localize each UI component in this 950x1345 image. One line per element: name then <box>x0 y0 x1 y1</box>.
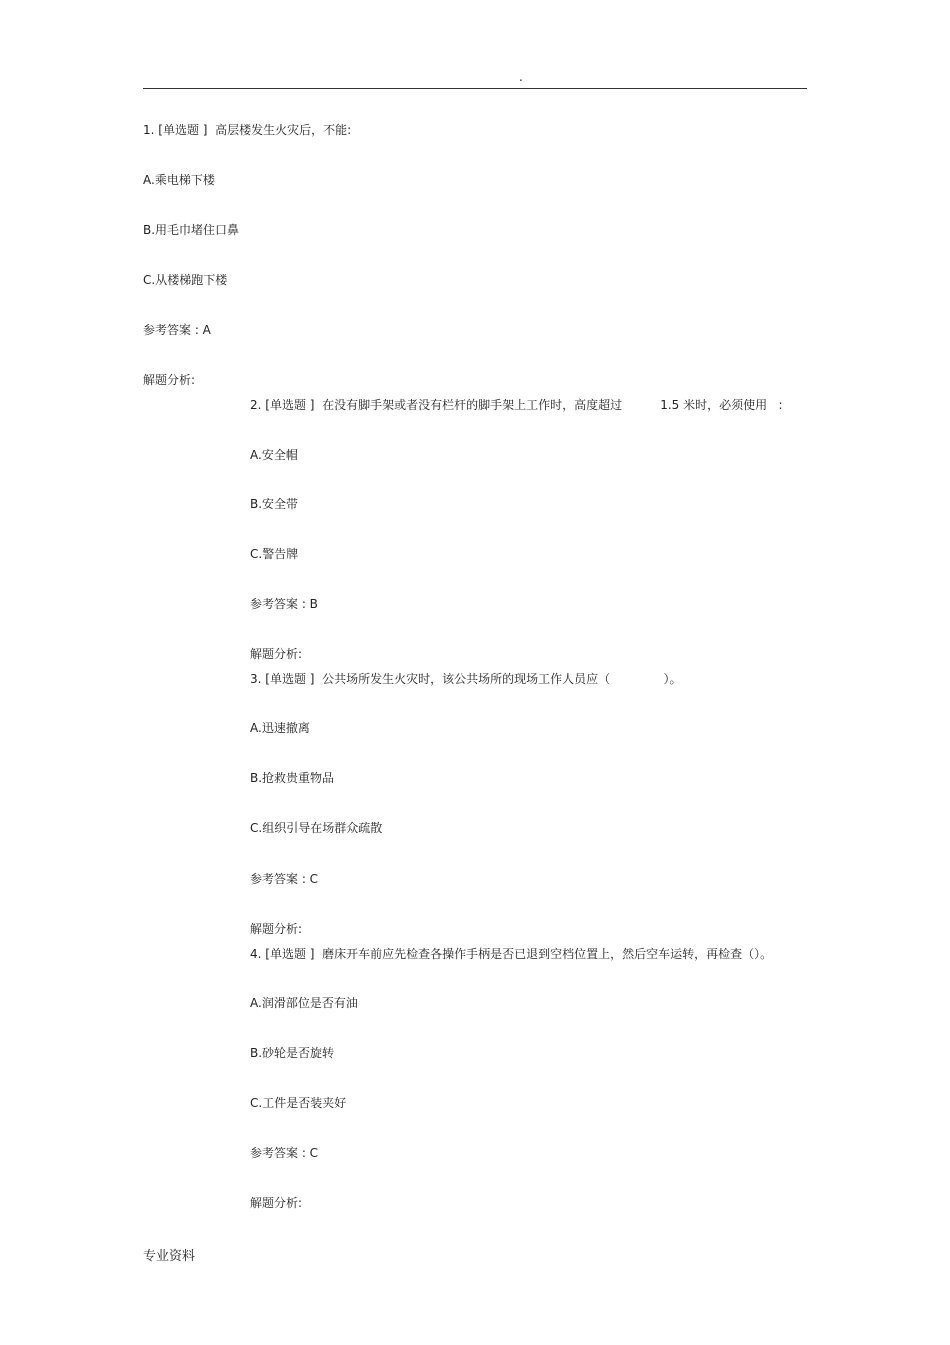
reference-answer: 参考答案 : A <box>143 323 211 337</box>
option-b: B.安全带 <box>250 497 299 511</box>
reference-answer: 参考答案 : C <box>250 1146 319 1160</box>
analysis-label: 解题分析: <box>143 373 196 387</box>
question-stem: 3. [单选题 ] 公共场所发生火灾时，该公共场所的现场工作人员应（ ）。 <box>250 672 682 686</box>
header-rule <box>143 88 807 89</box>
question-stem: 1. [单选题 ] 高层楼发生火灾后，不能: <box>143 123 352 137</box>
option-b: B.用毛巾堵住口鼻 <box>143 223 240 237</box>
analysis-label: 解题分析: <box>250 1196 303 1210</box>
analysis-label: 解题分析: <box>250 922 303 936</box>
option-a: A.润滑部位是否有油 <box>250 996 358 1010</box>
question-stem: 4. [单选题 ] 磨床开车前应先检查各操作手柄是否已退到空档位置上，然后空车运转，再检查（）。 <box>250 947 773 961</box>
option-b: B.砂轮是否旋转 <box>250 1046 335 1060</box>
option-b: B.抢救贵重物品 <box>250 771 335 785</box>
option-a: A.乘电梯下楼 <box>143 173 215 187</box>
option-c: C.工件是否装夹好 <box>250 1096 347 1110</box>
option-c: C.组织引导在场群众疏散 <box>250 821 383 835</box>
option-a: A.安全帽 <box>250 448 298 462</box>
reference-answer: 参考答案 : B <box>250 597 318 611</box>
reference-answer: 参考答案 : C <box>250 872 319 886</box>
header-mark: . <box>519 70 523 84</box>
analysis-label: 解题分析: <box>250 647 303 661</box>
option-c: C.警告牌 <box>250 547 299 561</box>
page-footer: 专业资料 <box>143 1249 196 1264</box>
question-stem: 2. [单选题 ] 在没有脚手架或者没有栏杆的脚手架上工作时，高度超过 1.5 米时，必须使用 : <box>250 398 783 412</box>
option-a: A.迅速撤离 <box>250 721 310 735</box>
option-c: C.从楼梯跑下楼 <box>143 273 228 287</box>
